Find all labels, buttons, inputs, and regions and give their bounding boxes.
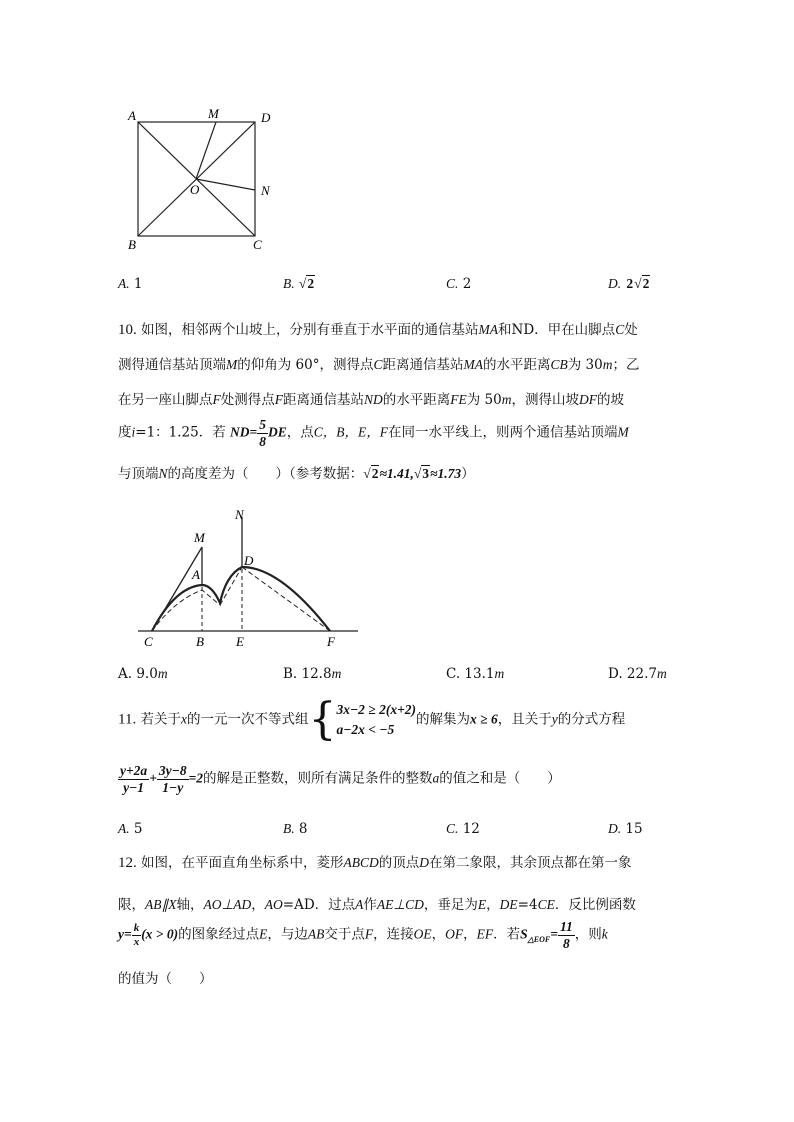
left-brace: { <box>308 694 337 745</box>
fraction-5-8: $\frac{5}{8}$ <box>259 417 266 449</box>
label-C: C <box>144 634 153 649</box>
q10-line-5: 与顶端N的高度差为（ ）（参考数据：√2≈1.41,√3≈1.73） <box>118 466 475 482</box>
nd-term: ND <box>230 424 250 440</box>
label-F: F <box>327 634 335 649</box>
q12-line-3: y= $\frac{k}{x}$ (x > 0)的图象经过点E，与边AB交于点F，连接OE，OF，EF．若$S_{\triangle EOF}=$ $\frac{11}{8}$ ，则k <box>118 919 608 951</box>
label-E: E <box>236 634 244 649</box>
q10-hill-figure <box>130 505 365 655</box>
inequality-system: 3x−2 ≥ 2(x+2) a−2x < −5 <box>336 701 417 737</box>
fraction-k-x: $\frac{k}{x}$ <box>133 921 140 948</box>
label-A: A <box>128 108 136 123</box>
option-value: 1 <box>133 276 143 292</box>
question-number: 10. <box>118 322 137 338</box>
dashed-df <box>242 567 330 631</box>
q10-option-b[interactable]: B. 12.8m <box>283 666 342 682</box>
q10-option-d[interactable]: D. 22.7m <box>608 666 667 682</box>
question-number: 11. <box>118 711 137 728</box>
label-B: B <box>196 634 204 649</box>
question-number: 12. <box>118 855 137 871</box>
q12-line-4: 的值为（ ） <box>118 971 213 987</box>
label-N: N <box>261 183 270 198</box>
fraction-1: $\frac{y+2a}{y-1}$ <box>120 763 148 795</box>
q12-line-1: 12. 如图，在平面直角坐标系中，菱形ABCD的顶点D在第二象限，其余顶点都在第一象 <box>118 855 632 871</box>
q11-option-b[interactable]: B. 8 <box>283 821 308 837</box>
q9-option-c[interactable] <box>446 276 471 292</box>
q11-option-a[interactable]: A. 5 <box>118 821 143 837</box>
q9-square-figure <box>118 98 288 253</box>
label-M: M <box>208 106 219 121</box>
q10-line-1: 10. 如图，相邻两个山坡上，分别有垂直于水平面的通信基站MA和ND．甲在山脚点C处 <box>118 322 638 338</box>
q10-line-3: 在另一座山脚点F处测得点F距离通信基站ND的水平距离FE为 50m，测得山坡DF的坡 <box>118 392 624 408</box>
option-letter: B. <box>283 276 295 291</box>
fraction-2: $\frac{3y-8}{1-y}$ <box>158 763 187 795</box>
q9-option-d[interactable] <box>608 276 650 292</box>
option-letter: A. <box>118 276 130 291</box>
q10-option-c[interactable]: C. 13.1m <box>446 666 505 682</box>
q11-line-2: $\frac{y+2a}{y-1}$ + $\frac{3y-8}{1-y}$ =2的解是正整数，则所有满足条件的整数a的值之和是（ ） <box>120 763 561 795</box>
label-C: C <box>253 237 262 252</box>
q10-line-2: 测得通信基站顶端M的仰角为 60°，测得点C距离通信基站MA的水平距离CB为 30m；乙 <box>118 357 640 373</box>
label-M: M <box>194 530 205 545</box>
q12-line-2: 限，AB∥X轴，AO⊥AD，AO=AD．过点A作AE⊥CD，垂足为E，DE=4CE．反比例函数 <box>118 897 636 913</box>
dashed-ca <box>152 590 220 631</box>
label-D: D <box>244 553 254 568</box>
label-N: N <box>235 507 244 522</box>
q9-option-b[interactable] <box>283 276 315 292</box>
hill-curve <box>152 567 330 631</box>
sqrt-expression: 2√2 <box>626 276 650 291</box>
q10-line-4: 度i=1：1.25．若 ND= $\frac{5}{8}$ DE，点C，B，E，F在同一水平线上，则两个通信基站顶端M <box>118 417 629 449</box>
q10-option-a[interactable]: A. 9.0m <box>118 666 168 682</box>
label-B: B <box>128 237 136 252</box>
sqrt-2: √2 <box>363 466 379 481</box>
label-A: A <box>192 567 200 582</box>
option-value: 2 <box>462 276 472 292</box>
label-O: O <box>190 182 200 197</box>
q9-option-a[interactable] <box>118 276 143 292</box>
option-letter: C. <box>446 276 459 291</box>
sqrt-3: √3 <box>413 466 430 481</box>
q11-option-c[interactable]: C. 12 <box>446 821 480 837</box>
q11-option-d[interactable]: D. 15 <box>608 821 643 837</box>
label-D: D <box>261 110 271 125</box>
fraction-11-8: $\frac{11}{8}$ <box>559 919 573 951</box>
sqrt-expression: √2 <box>298 276 315 291</box>
option-letter: D. <box>608 276 622 291</box>
de-term: DE <box>267 424 287 440</box>
q11-line-1: 11. 若关于x的一元一次不等式组{ 3x−2 ≥ 2(x+2) a−2x < −5 的解集为x ≥ 6，且关于y的分式方程 <box>118 694 626 745</box>
